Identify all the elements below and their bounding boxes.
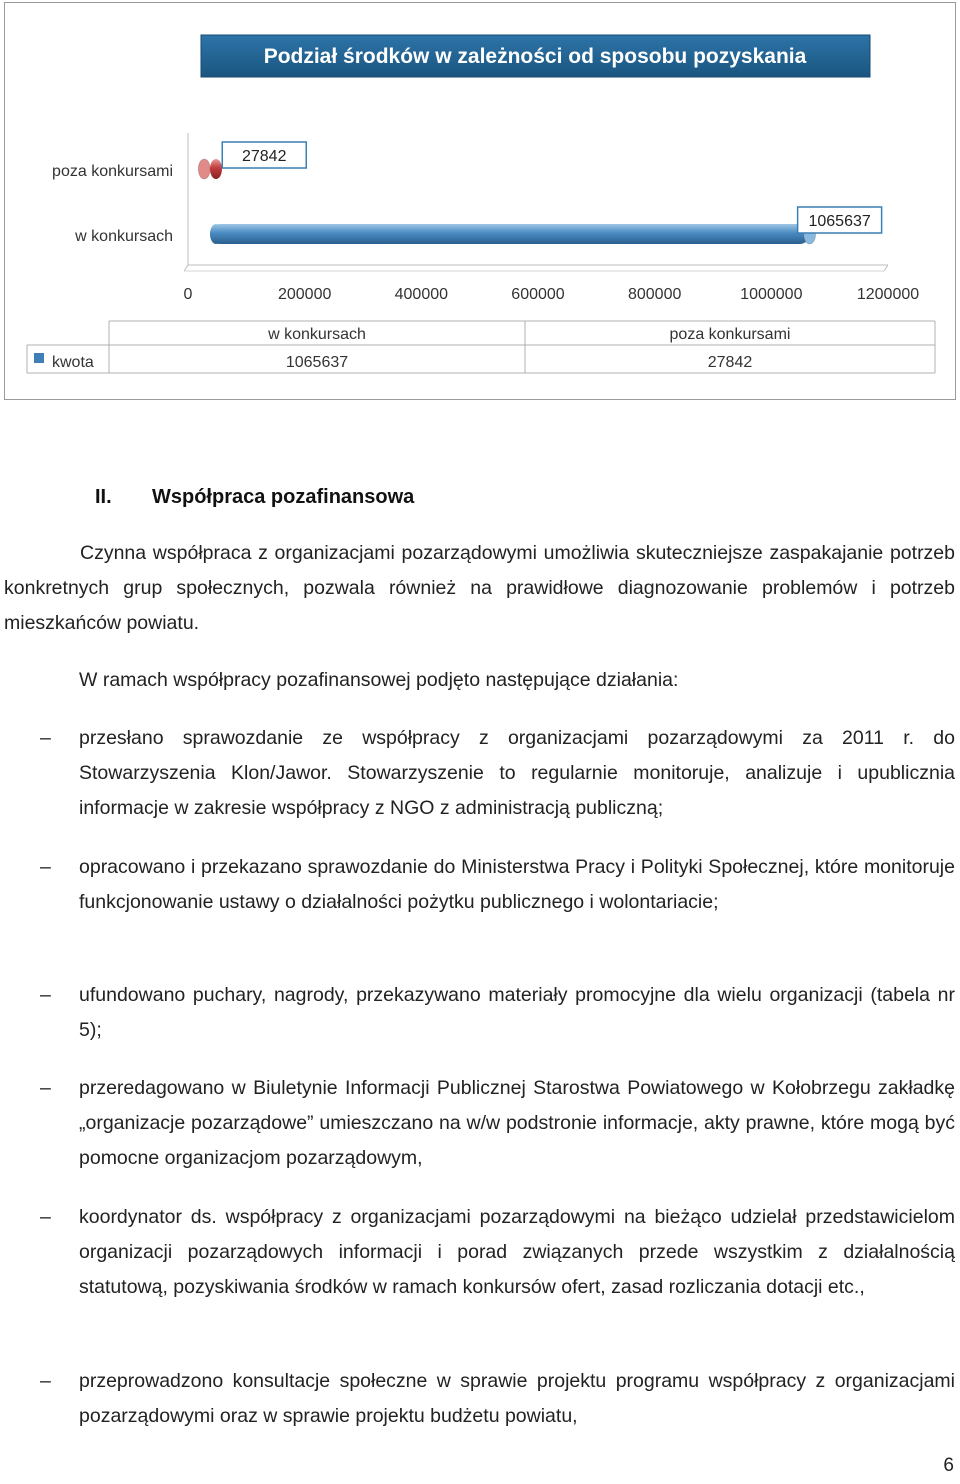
category-label: poza konkursami — [52, 163, 173, 180]
list-item — [0, 978, 956, 1048]
bar-start — [210, 159, 222, 179]
x-tick-label: 600000 — [511, 286, 565, 303]
chart-title-group — [201, 35, 870, 77]
x-tick-label: 400000 — [394, 286, 449, 303]
bar — [210, 207, 882, 244]
table-cell: 27842 — [707, 354, 753, 371]
dash-marker: – — [40, 1077, 51, 1099]
table-row-label: kwota — [52, 354, 94, 371]
axis-floor-line — [884, 265, 888, 271]
x-tick-label: 1200000 — [856, 286, 920, 303]
legend-key — [34, 353, 44, 363]
section-number: II. — [95, 486, 112, 508]
list-item-text: przeredagowano w Biuletynie Informacji Publicznej Starostwa Powiatowego w Kołobrzegu zakładkę „organizacje pozarządowe” umieszczano na w/w podstronie informacje, akty prawne, które mogą być pomocne organizacjom pozarządowym, — [79, 1077, 955, 1169]
table-header: poza konkursami — [669, 326, 791, 343]
x-tick-label: 1000000 — [740, 286, 803, 303]
list-item-text: przeprowadzono konsultacje społeczne w sprawie projektu programu współpracy z organizacjami pozarządowymi oraz w sprawie projektu budżetu powiatu, — [79, 1370, 955, 1427]
bar-cap — [198, 159, 210, 179]
list-item-text: koordynator ds. współpracy z organizacjami pozarządowymi na bieżąco udzielał przedstawicielom organizacji pozarządowych informacji i porad związanych przede wszystkim z działalnością statutową, pozyskiwania środków w ramach konkursów ofert, zasad rozliczania dotacji etc., — [79, 1206, 955, 1298]
chart-frame — [4, 2, 956, 400]
table-header: w konkursach — [268, 326, 366, 343]
dash-marker: – — [40, 1206, 51, 1228]
section-title: Współpraca pozafinansowa — [152, 486, 415, 508]
axis-floor-line — [184, 265, 188, 271]
intro-paragraph: Czynna współpraca z organizacjami pozarządowymi umożliwia skuteczniejsze zaspakajanie potrzeb konkretnych grup społecznych, pozwala również na prawidłowe diagnozowanie problemów i potrzeb mieszkańców powiatu. — [4, 542, 955, 634]
bar-chart — [5, 3, 955, 399]
list-item — [0, 1200, 956, 1305]
chart-title: Podział środków w zależności od sposobu pozyskania — [263, 45, 807, 68]
dash-marker: – — [40, 856, 51, 878]
dash-marker: – — [40, 984, 51, 1006]
list-item — [0, 1364, 956, 1434]
section-heading — [95, 480, 414, 515]
category-label: w konkursach — [75, 228, 173, 245]
data-label: 1065637 — [808, 213, 871, 230]
plot-area — [52, 133, 919, 303]
bar-body — [210, 224, 810, 244]
list-item-text: opracowano i przekazano sprawozdanie do Ministerstwa Pracy i Polityki Społecznej, które monitoruje funkcjonowanie ustawy o działalności pożytku publicznego i wolontariacie; — [79, 856, 955, 913]
chart-data-table — [27, 321, 935, 373]
dash-marker: – — [40, 1370, 51, 1392]
list-item-text: ufundowano puchary, nagrody, przekazywano materiały promocyjne dla wielu organizacji (tabela nr 5); — [79, 984, 955, 1041]
list-item — [0, 1071, 956, 1176]
x-tick-label: 0 — [183, 286, 193, 303]
list-item — [0, 721, 956, 826]
bar — [198, 142, 306, 179]
list-item-text: przesłano sprawozdanie ze współpracy z organizacjami pozarządowymi za 2011 r. do Stowarzyszenia Klon/Jawor. Stowarzyszenie to regularnie monitoruje, analizuje i upublicznia informacje w zakresie współpracy z NGO z administracją publiczną; — [79, 727, 955, 819]
x-tick-label: 800000 — [627, 286, 682, 303]
page-number: 6 — [943, 1455, 954, 1476]
list-item — [0, 850, 956, 920]
x-tick-label: 200000 — [277, 286, 332, 303]
dash-marker: – — [40, 727, 51, 749]
lead-paragraph: W ramach współpracy pozafinansowej podjęto następujące działania: — [79, 669, 679, 691]
bar-start — [210, 224, 222, 244]
table-cell: 1065637 — [285, 354, 349, 371]
data-label: 27842 — [241, 148, 287, 165]
